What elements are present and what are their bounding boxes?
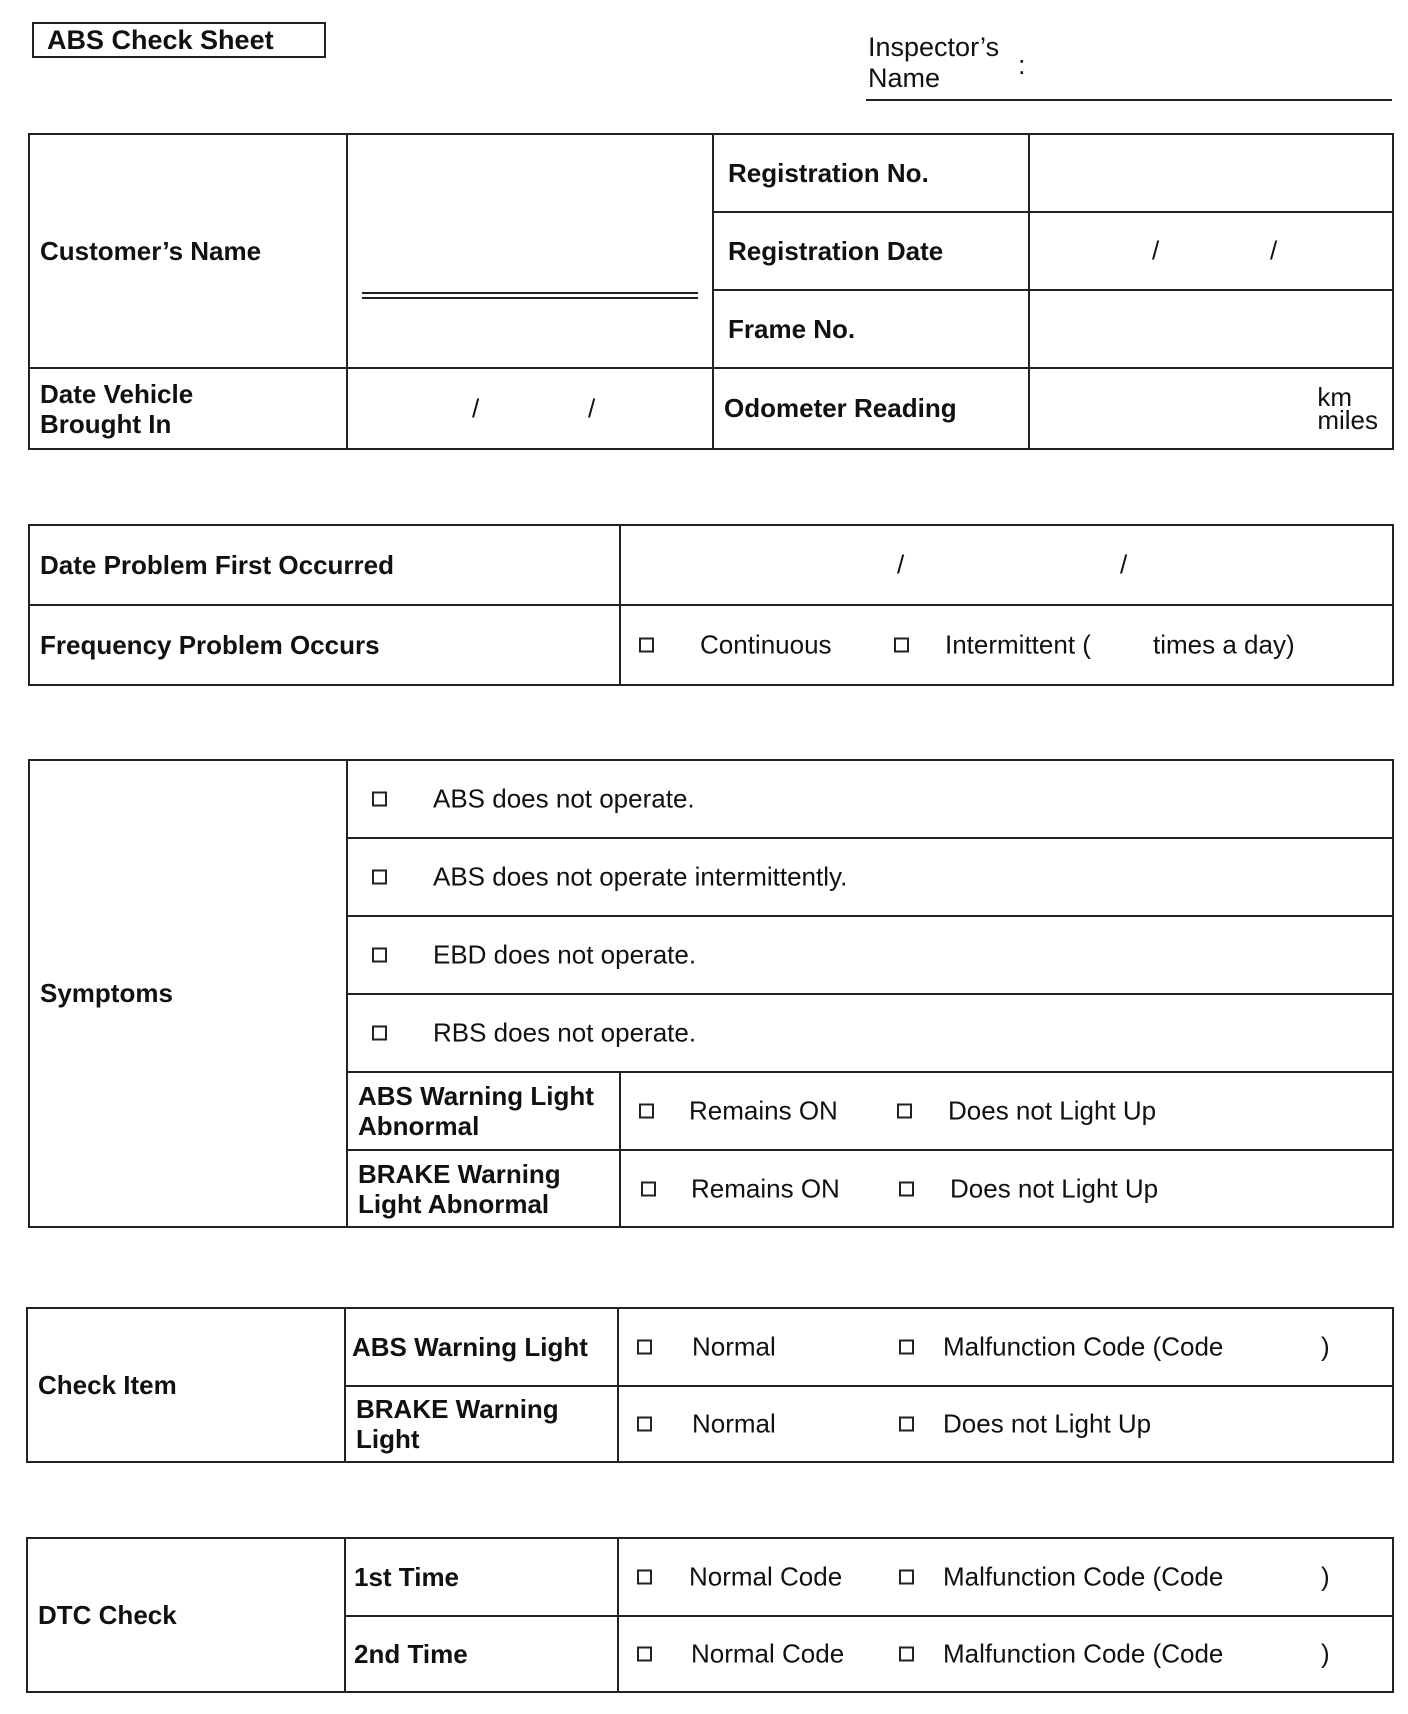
remains-on-label: Remains ON	[689, 1095, 838, 1126]
check-item-label: Check Item	[27, 1308, 345, 1462]
second-time-options	[618, 1616, 1393, 1692]
symptom-checkbox[interactable]	[372, 1026, 387, 1041]
normal-checkbox[interactable]	[637, 1340, 652, 1355]
date-brought-in-field[interactable]	[347, 368, 713, 449]
date-separator: /	[472, 393, 480, 423]
symptom-row	[347, 994, 1393, 1072]
frequency-label: Frequency Problem Occurs	[29, 605, 620, 685]
inspector-colon: :	[1018, 50, 1026, 80]
symptoms-table	[28, 759, 1394, 1228]
brake-warning-light-check-options	[618, 1386, 1393, 1462]
odometer-units: km miles	[1317, 381, 1378, 435]
brake-warning-light-label: BRAKE Warning Light	[345, 1386, 618, 1462]
frequency-options	[620, 605, 1393, 685]
symptom-label: ABS does not operate.	[433, 783, 695, 814]
sheet-title: ABS Check Sheet	[32, 22, 326, 58]
date-separator: /	[1270, 235, 1278, 266]
symptom-checkbox[interactable]	[372, 792, 387, 807]
normal-code-checkbox[interactable]	[637, 1647, 652, 1662]
brake-warning-light-options	[620, 1150, 1393, 1227]
normal-label: Normal	[692, 1331, 776, 1362]
remains-on-checkbox[interactable]	[641, 1181, 656, 1196]
does-not-light-up-checkbox[interactable]	[899, 1417, 914, 1432]
odometer-field[interactable]	[1029, 368, 1393, 449]
symptom-row	[347, 916, 1393, 994]
frame-no-label: Frame No.	[713, 290, 1029, 368]
registration-date-field[interactable]	[1029, 212, 1393, 290]
problem-table	[28, 524, 1394, 686]
normal-code-label: Normal Code	[689, 1561, 843, 1592]
frame-no-field[interactable]	[1029, 290, 1393, 368]
symptom-checkbox[interactable]	[372, 870, 387, 885]
date-first-occurred-label: Date Problem First Occurred	[29, 525, 620, 605]
malfunction-code-checkbox[interactable]	[899, 1647, 914, 1662]
registration-no-field[interactable]	[1029, 134, 1393, 212]
abs-warning-light-options	[620, 1072, 1393, 1150]
continuous-label: Continuous	[700, 629, 832, 660]
does-not-light-up-checkbox[interactable]	[897, 1104, 912, 1119]
symptom-label: ABS does not operate intermittently.	[433, 861, 848, 892]
customer-name-field[interactable]	[347, 134, 713, 368]
date-separator: /	[1120, 549, 1128, 580]
symptom-label: RBS does not operate.	[433, 1017, 697, 1048]
symptom-label: EBD does not operate.	[433, 939, 697, 970]
continuous-checkbox[interactable]	[639, 638, 654, 653]
does-not-light-up-label: Does not Light Up	[950, 1173, 1159, 1203]
does-not-light-up-label: Does not Light Up	[943, 1408, 1152, 1439]
symptoms-label: Symptoms	[29, 760, 347, 1227]
symptom-checkbox[interactable]	[372, 948, 387, 963]
customer-name-label: Customer’s Name	[29, 134, 347, 368]
vehicle-info-table	[28, 133, 1394, 450]
odometer-label: Odometer Reading	[713, 368, 1029, 449]
brake-warning-light-abnormal-label: BRAKE Warning Light Abnormal	[347, 1150, 620, 1227]
abs-warning-light-check-options	[618, 1308, 1393, 1386]
remains-on-label: Remains ON	[691, 1173, 840, 1203]
close-paren: )	[1321, 1638, 1330, 1669]
symptom-row	[347, 760, 1393, 838]
inspector-name-field[interactable]	[866, 99, 1392, 101]
close-paren: )	[1321, 1331, 1330, 1362]
inspector-name-label: Inspector’s Name	[868, 32, 1000, 93]
normal-code-label: Normal Code	[691, 1638, 845, 1669]
second-time-label: 2nd Time	[345, 1616, 618, 1692]
check-item-table	[26, 1307, 1394, 1463]
malfunction-code-label: Malfunction Code (Code	[943, 1561, 1224, 1592]
does-not-light-up-label: Does not Light Up	[948, 1095, 1157, 1126]
remains-on-checkbox[interactable]	[639, 1104, 654, 1119]
abs-warning-light-abnormal-label: ABS Warning Light Abnormal	[347, 1072, 620, 1150]
symptom-row	[347, 838, 1393, 916]
malfunction-code-label: Malfunction Code (Code	[943, 1638, 1224, 1669]
date-separator: /	[1152, 235, 1160, 266]
does-not-light-up-checkbox[interactable]	[899, 1181, 914, 1196]
date-first-occurred-field[interactable]	[620, 525, 1393, 605]
malfunction-code-label: Malfunction Code (Code	[943, 1331, 1224, 1362]
date-brought-in-label: Date Vehicle Brought In	[29, 368, 347, 449]
registration-date-label: Registration Date	[713, 212, 1029, 290]
malfunction-code-checkbox[interactable]	[899, 1340, 914, 1355]
first-time-options	[618, 1538, 1393, 1616]
normal-label: Normal	[692, 1408, 776, 1439]
malfunction-code-checkbox[interactable]	[899, 1570, 914, 1585]
times-a-day-label: times a day)	[1153, 629, 1295, 660]
dtc-check-table	[26, 1537, 1394, 1693]
date-separator: /	[588, 393, 596, 423]
first-time-label: 1st Time	[345, 1538, 618, 1616]
close-paren: )	[1321, 1561, 1330, 1592]
abs-warning-light-label: ABS Warning Light	[345, 1308, 618, 1386]
intermittent-checkbox[interactable]	[894, 638, 909, 653]
date-separator: /	[897, 549, 905, 580]
dtc-check-label: DTC Check	[27, 1538, 345, 1692]
normal-checkbox[interactable]	[637, 1417, 652, 1432]
normal-code-checkbox[interactable]	[637, 1570, 652, 1585]
intermittent-label: Intermittent (	[945, 629, 1091, 660]
registration-no-label: Registration No.	[713, 134, 1029, 212]
